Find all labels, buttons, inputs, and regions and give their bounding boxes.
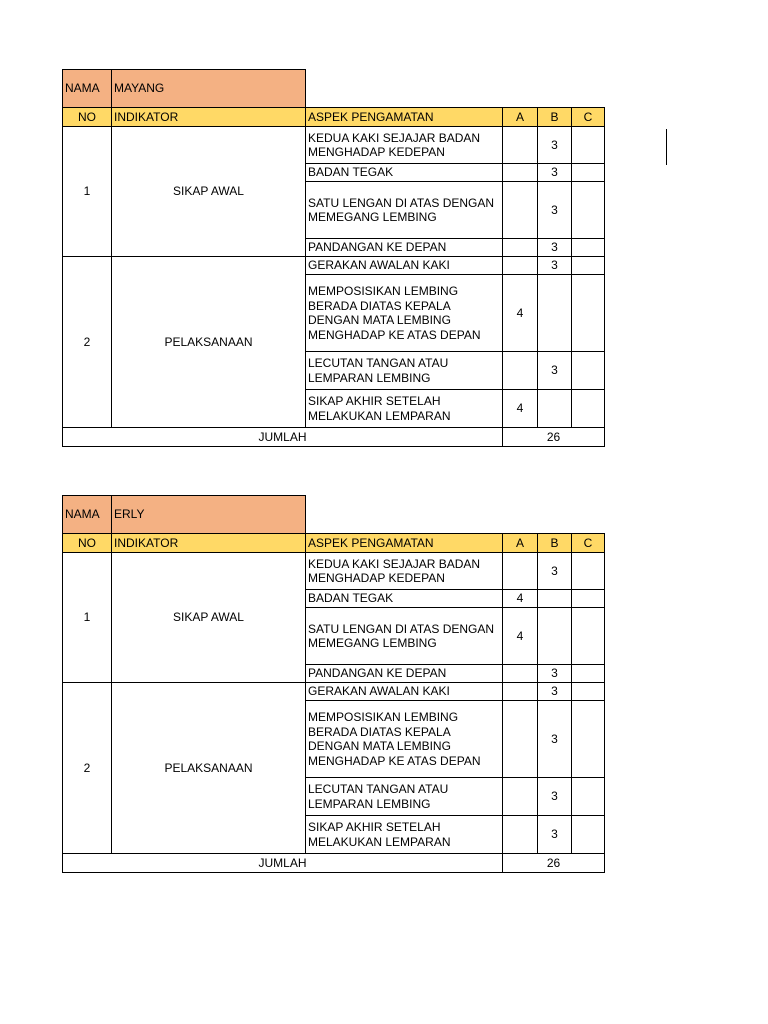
table-row <box>63 683 605 701</box>
table-row <box>63 553 605 590</box>
col-c: C <box>572 534 605 553</box>
score-c[interactable] <box>572 590 605 608</box>
score-a[interactable]: 4 <box>503 608 538 665</box>
header-row <box>63 108 605 127</box>
total-label: JUMLAH <box>63 428 503 447</box>
student-name[interactable]: ERLY <box>112 496 306 534</box>
aspek-cell[interactable]: PANDANGAN KE DEPAN <box>306 665 503 683</box>
assessment-sheet-1 <box>62 69 605 447</box>
aspek-cell[interactable]: SIKAP AKHIR SETELAH MELAKUKAN LEMPARAN <box>306 390 503 428</box>
score-a[interactable]: 4 <box>503 390 538 428</box>
total-value[interactable]: 26 <box>503 854 605 873</box>
assessment-sheet-2 <box>62 495 605 873</box>
score-b[interactable]: 3 <box>538 816 572 854</box>
score-a[interactable] <box>503 164 538 182</box>
score-b[interactable]: 3 <box>538 257 572 275</box>
score-b[interactable] <box>538 590 572 608</box>
col-c: C <box>572 108 605 127</box>
score-c[interactable] <box>572 390 605 428</box>
score-b[interactable] <box>538 608 572 665</box>
name-label: NAMA <box>63 70 112 108</box>
total-row <box>63 854 605 873</box>
assessment-table <box>62 69 605 447</box>
score-b[interactable]: 3 <box>538 778 572 816</box>
score-b[interactable] <box>538 390 572 428</box>
score-b[interactable] <box>538 275 572 352</box>
score-c[interactable] <box>572 683 605 701</box>
score-a[interactable] <box>503 239 538 257</box>
score-c[interactable] <box>572 608 605 665</box>
aspek-cell[interactable]: GERAKAN AWALAN KAKI <box>306 683 503 701</box>
score-a[interactable] <box>503 778 538 816</box>
col-a: A <box>503 108 538 127</box>
score-c[interactable] <box>572 665 605 683</box>
score-c[interactable] <box>572 701 605 778</box>
total-value[interactable]: 26 <box>503 428 605 447</box>
col-b: B <box>538 534 572 553</box>
col-indikator: INDIKATOR <box>112 534 306 553</box>
total-label: JUMLAH <box>63 854 503 873</box>
aspek-cell[interactable]: GERAKAN AWALAN KAKI <box>306 257 503 275</box>
group-indikator[interactable]: SIKAP AWAL <box>112 553 306 683</box>
col-b: B <box>538 108 572 127</box>
score-b[interactable]: 3 <box>538 127 572 164</box>
aspek-cell[interactable]: KEDUA KAKI SEJAJAR BADAN MENGHADAP KEDEPAN <box>306 127 503 164</box>
score-b[interactable]: 3 <box>538 665 572 683</box>
col-aspek: ASPEK PENGAMATAN <box>306 108 503 127</box>
aspek-cell[interactable]: SATU LENGAN DI ATAS DENGAN MEMEGANG LEMBING <box>306 608 503 665</box>
group-no[interactable]: 2 <box>63 683 112 854</box>
score-b[interactable]: 3 <box>538 352 572 390</box>
score-a[interactable] <box>503 352 538 390</box>
aspek-cell[interactable]: KEDUA KAKI SEJAJAR BADAN MENGHADAP KEDEPAN <box>306 553 503 590</box>
student-name[interactable]: MAYANG <box>112 70 306 108</box>
score-c[interactable] <box>572 257 605 275</box>
aspek-cell[interactable]: LECUTAN TANGAN ATAU LEMPARAN LEMBING <box>306 778 503 816</box>
score-a[interactable]: 4 <box>503 275 538 352</box>
col-indikator: INDIKATOR <box>112 108 306 127</box>
aspek-cell[interactable]: SATU LENGAN DI ATAS DENGAN MEMEGANG LEMBING <box>306 182 503 239</box>
score-b[interactable]: 3 <box>538 553 572 590</box>
score-a[interactable] <box>503 701 538 778</box>
group-no[interactable]: 1 <box>63 553 112 683</box>
score-a[interactable] <box>503 553 538 590</box>
score-c[interactable] <box>572 553 605 590</box>
aspek-cell[interactable]: BADAN TEGAK <box>306 590 503 608</box>
score-b[interactable]: 3 <box>538 239 572 257</box>
aspek-cell[interactable]: SIKAP AKHIR SETELAH MELAKUKAN LEMPARAN <box>306 816 503 854</box>
aspek-cell[interactable]: MEMPOSISIKAN LEMBING BERADA DIATAS KEPALA DENGAN MATA LEMBING MENGHADAP KE ATAS DEPAN <box>306 701 503 778</box>
aspek-cell[interactable]: PANDANGAN KE DEPAN <box>306 239 503 257</box>
col-a: A <box>503 534 538 553</box>
group-no[interactable]: 1 <box>63 127 112 257</box>
table-row <box>63 257 605 275</box>
col-aspek: ASPEK PENGAMATAN <box>306 534 503 553</box>
group-indikator[interactable]: PELAKSANAAN <box>112 257 306 428</box>
table-row <box>63 127 605 164</box>
score-a[interactable] <box>503 257 538 275</box>
score-b[interactable]: 3 <box>538 182 572 239</box>
score-c[interactable] <box>572 275 605 352</box>
score-a[interactable] <box>503 683 538 701</box>
text-cursor <box>666 129 667 165</box>
aspek-cell[interactable]: BADAN TEGAK <box>306 164 503 182</box>
col-no: NO <box>63 534 112 553</box>
score-c[interactable] <box>572 352 605 390</box>
aspek-cell[interactable]: LECUTAN TANGAN ATAU LEMPARAN LEMBING <box>306 352 503 390</box>
name-label: NAMA <box>63 496 112 534</box>
score-c[interactable] <box>572 239 605 257</box>
total-row <box>63 428 605 447</box>
col-no: NO <box>63 108 112 127</box>
score-a[interactable] <box>503 665 538 683</box>
score-c[interactable] <box>572 778 605 816</box>
score-c[interactable] <box>572 182 605 239</box>
score-b[interactable]: 3 <box>538 701 572 778</box>
score-c[interactable] <box>572 164 605 182</box>
group-indikator[interactable]: SIKAP AWAL <box>112 127 306 257</box>
score-c[interactable] <box>572 816 605 854</box>
score-a[interactable] <box>503 127 538 164</box>
header-row <box>63 534 605 553</box>
score-a[interactable]: 4 <box>503 590 538 608</box>
score-a[interactable] <box>503 816 538 854</box>
score-a[interactable] <box>503 182 538 239</box>
score-b[interactable]: 3 <box>538 683 572 701</box>
aspek-cell[interactable]: MEMPOSISIKAN LEMBING BERADA DIATAS KEPALA DENGAN MATA LEMBING MENGHADAP KE ATAS DEPAN <box>306 275 503 352</box>
group-indikator[interactable]: PELAKSANAAN <box>112 683 306 854</box>
group-no[interactable]: 2 <box>63 257 112 428</box>
assessment-table <box>62 495 605 873</box>
score-b[interactable]: 3 <box>538 164 572 182</box>
score-c[interactable] <box>572 127 605 164</box>
